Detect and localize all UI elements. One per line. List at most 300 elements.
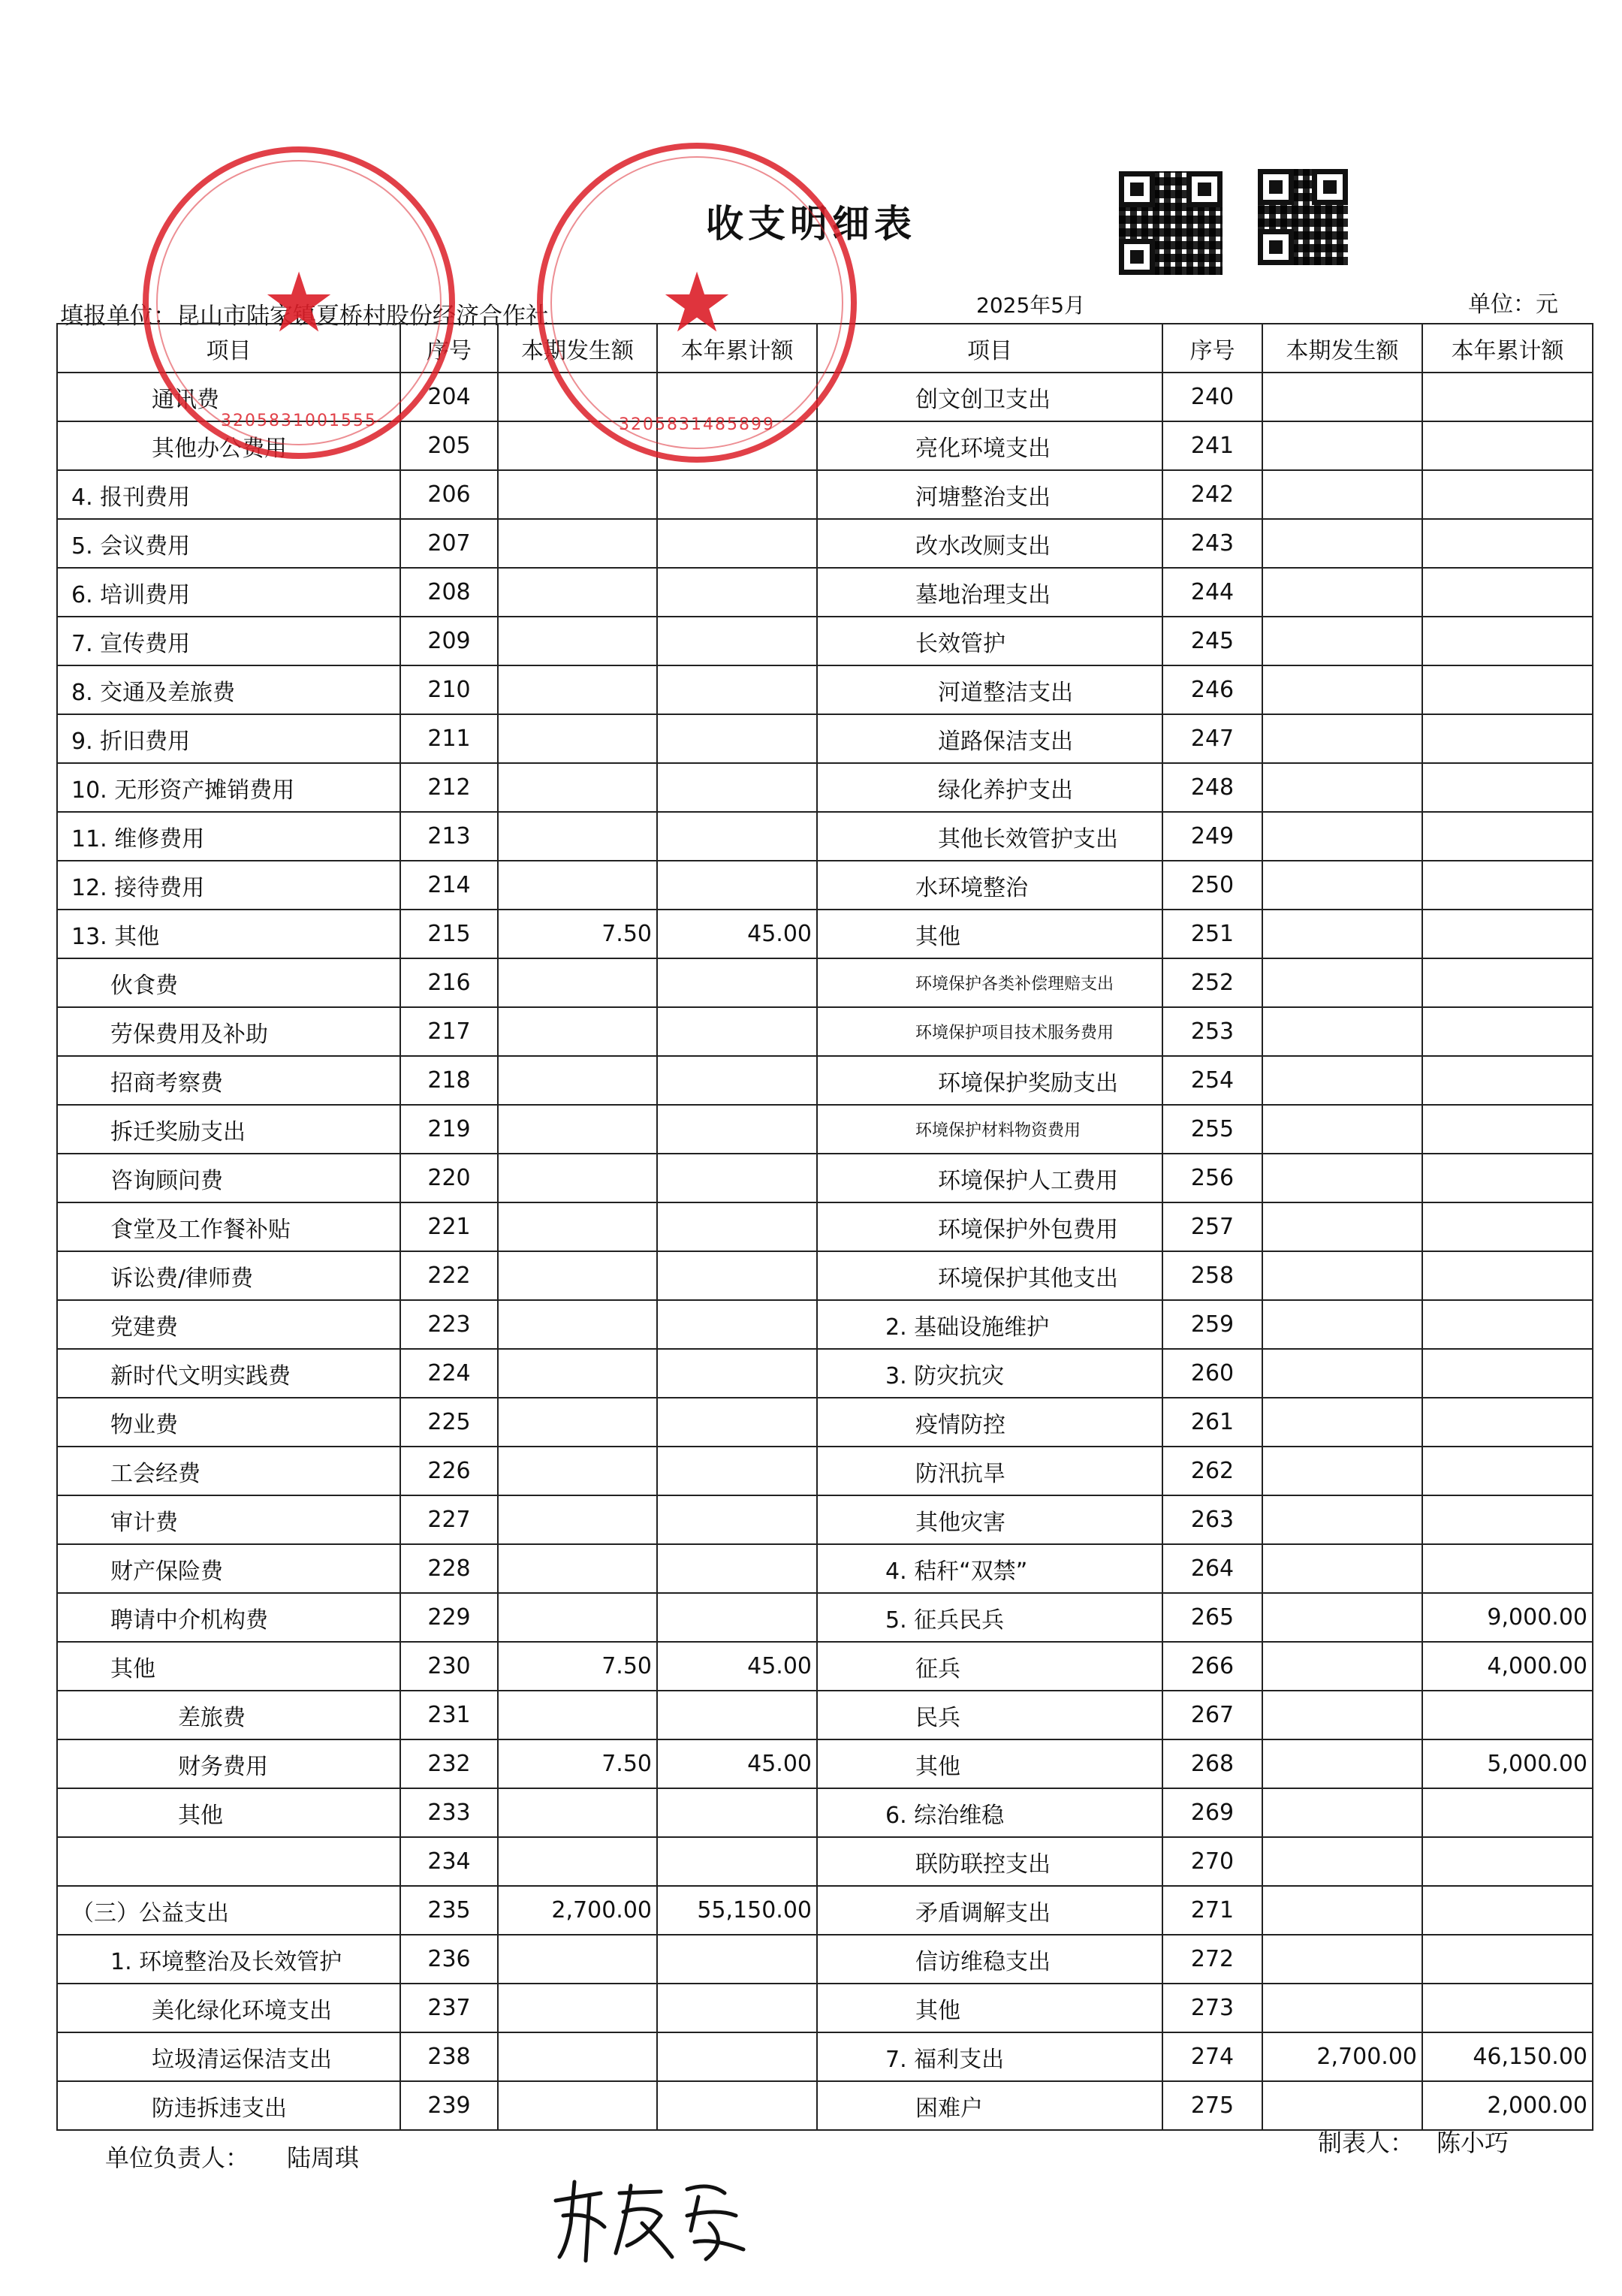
left-seq-cell: 212: [400, 763, 498, 812]
table-row: [57, 470, 1593, 519]
right-item-cell: 5. 征兵民兵: [817, 1593, 1162, 1642]
right-current-amount-cell: [1262, 1544, 1422, 1593]
left-item-cell: 差旅费: [57, 1691, 400, 1739]
left-seq-cell: 205: [400, 421, 498, 470]
right-item-cell: 亮化环境支出: [817, 421, 1162, 470]
right-seq-cell: 249: [1162, 812, 1262, 861]
right-item-cell: 民兵: [817, 1691, 1162, 1739]
right-ytd-amount-cell: [1422, 1886, 1593, 1935]
table-row: [57, 1007, 1593, 1056]
qr-code-1: [1119, 171, 1223, 275]
table-row: [57, 763, 1593, 812]
right-seq-cell: 257: [1162, 1202, 1262, 1251]
left-ytd-amount-cell: [657, 2081, 817, 2130]
left-ytd-amount-cell: [657, 1447, 817, 1495]
right-seq-cell: 243: [1162, 519, 1262, 568]
left-ytd-amount-cell: [657, 958, 817, 1007]
right-current-amount-cell: [1262, 1886, 1422, 1935]
left-current-amount-cell: [498, 2032, 657, 2081]
table-row: [57, 1935, 1593, 1984]
right-seq-cell: 251: [1162, 910, 1262, 958]
right-current-amount-cell: [1262, 714, 1422, 763]
right-current-amount-cell: [1262, 1056, 1422, 1105]
right-current-amount-cell: [1262, 421, 1422, 470]
right-item-cell: 环境保护人工费用: [817, 1154, 1162, 1202]
right-seq-cell: 261: [1162, 1398, 1262, 1447]
table-row: [57, 1788, 1593, 1837]
right-item-cell: 环境保护奖励支出: [817, 1056, 1162, 1105]
left-current-amount-cell: [498, 1691, 657, 1739]
right-item-cell: 其他长效管护支出: [817, 812, 1162, 861]
left-seq-cell: 221: [400, 1202, 498, 1251]
table-row: [57, 958, 1593, 1007]
left-ytd-amount-cell: [657, 1593, 817, 1642]
left-item-cell: 美化绿化环境支出: [57, 1984, 400, 2032]
right-ytd-amount-cell: [1422, 1837, 1593, 1886]
table-row: [57, 1154, 1593, 1202]
right-ytd-amount-cell: [1422, 470, 1593, 519]
left-item-cell: 招商考察费: [57, 1056, 400, 1105]
right-item-cell: 道路保洁支出: [817, 714, 1162, 763]
left-ytd-amount-cell: [657, 1544, 817, 1593]
left-seq-cell: 215: [400, 910, 498, 958]
left-current-amount-cell: 7.50: [498, 1642, 657, 1691]
left-current-amount-cell: [498, 665, 657, 714]
reporting-unit: 填报单位：昆山市陆家镇夏桥村股份经济合作社: [60, 303, 549, 330]
left-current-amount-cell: [498, 1202, 657, 1251]
left-seq-cell: 204: [400, 373, 498, 421]
right-ytd-amount-cell: [1422, 373, 1593, 421]
seal-code-2: 3205831485899: [619, 415, 775, 434]
left-ytd-amount-cell: [657, 1202, 817, 1251]
right-item-cell: 联防联控支出: [817, 1837, 1162, 1886]
left-item-cell: 8. 交通及差旅费: [57, 665, 400, 714]
header-seq-left: 序号: [400, 324, 498, 373]
left-current-amount-cell: [498, 763, 657, 812]
left-item-cell: 物业费: [57, 1398, 400, 1447]
right-ytd-amount-cell: [1422, 1691, 1593, 1739]
left-current-amount-cell: [498, 1300, 657, 1349]
table-row: [57, 1544, 1593, 1593]
left-ytd-amount-cell: 55,150.00: [657, 1886, 817, 1935]
right-ytd-amount-cell: [1422, 1300, 1593, 1349]
right-ytd-amount-cell: [1422, 1154, 1593, 1202]
left-item-cell: 通讯费: [57, 373, 400, 421]
left-item-cell: 垃圾清运保洁支出: [57, 2032, 400, 2081]
left-seq-cell: 217: [400, 1007, 498, 1056]
left-seq-cell: 211: [400, 714, 498, 763]
left-item-cell: 防违拆违支出: [57, 2081, 400, 2130]
right-item-cell: 疫情防控: [817, 1398, 1162, 1447]
left-current-amount-cell: 7.50: [498, 910, 657, 958]
right-current-amount-cell: [1262, 1984, 1422, 2032]
right-ytd-amount-cell: [1422, 568, 1593, 617]
table-row: [57, 714, 1593, 763]
left-current-amount-cell: [498, 1007, 657, 1056]
left-ytd-amount-cell: [657, 1007, 817, 1056]
left-current-amount-cell: [498, 2081, 657, 2130]
left-item-cell: 拆迁奖励支出: [57, 1105, 400, 1154]
right-item-cell: 绿化养护支出: [817, 763, 1162, 812]
right-item-cell: 困难户: [817, 2081, 1162, 2130]
right-ytd-amount-cell: 9,000.00: [1422, 1593, 1593, 1642]
seal-code-1: 3205831001555: [221, 412, 377, 430]
right-seq-cell: 256: [1162, 1154, 1262, 1202]
left-seq-cell: 234: [400, 1837, 498, 1886]
right-ytd-amount-cell: 46,150.00: [1422, 2032, 1593, 2081]
left-seq-cell: 239: [400, 2081, 498, 2130]
header-item-right: 项目: [817, 324, 1162, 373]
right-seq-cell: 240: [1162, 373, 1262, 421]
right-ytd-amount-cell: [1422, 1935, 1593, 1984]
left-item-cell: 4. 报刊费用: [57, 470, 400, 519]
table-row: [57, 1202, 1593, 1251]
right-current-amount-cell: [1262, 1739, 1422, 1788]
right-item-cell: 墓地治理支出: [817, 568, 1162, 617]
right-current-amount-cell: [1262, 2081, 1422, 2130]
left-seq-cell: 231: [400, 1691, 498, 1739]
right-item-cell: 信访维稳支出: [817, 1935, 1162, 1984]
right-item-cell: 其他灾害: [817, 1495, 1162, 1544]
right-item-cell: 水环境整治: [817, 861, 1162, 910]
left-item-cell: 9. 折旧费用: [57, 714, 400, 763]
left-seq-cell: 225: [400, 1398, 498, 1447]
left-ytd-amount-cell: [657, 2032, 817, 2081]
left-current-amount-cell: [498, 617, 657, 665]
table-row: [57, 617, 1593, 665]
left-current-amount-cell: [498, 519, 657, 568]
right-current-amount-cell: [1262, 665, 1422, 714]
header-ytd-left: 本年累计额: [657, 324, 817, 373]
right-seq-cell: 264: [1162, 1544, 1262, 1593]
left-item-cell: 财务费用: [57, 1739, 400, 1788]
right-ytd-amount-cell: [1422, 714, 1593, 763]
right-seq-cell: 244: [1162, 568, 1262, 617]
table-row: [57, 1837, 1593, 1886]
right-ytd-amount-cell: [1422, 958, 1593, 1007]
right-current-amount-cell: [1262, 1300, 1422, 1349]
table-row: [57, 2032, 1593, 2081]
right-current-amount-cell: [1262, 568, 1422, 617]
left-seq-cell: 208: [400, 568, 498, 617]
left-current-amount-cell: [498, 1398, 657, 1447]
right-seq-cell: 259: [1162, 1300, 1262, 1349]
right-ytd-amount-cell: [1422, 1984, 1593, 2032]
left-seq-cell: 237: [400, 1984, 498, 2032]
right-seq-cell: 245: [1162, 617, 1262, 665]
right-ytd-amount-cell: [1422, 665, 1593, 714]
left-ytd-amount-cell: [657, 1251, 817, 1300]
right-seq-cell: 271: [1162, 1886, 1262, 1935]
left-item-cell: 劳保费用及补助: [57, 1007, 400, 1056]
left-seq-cell: 209: [400, 617, 498, 665]
left-ytd-amount-cell: [657, 1837, 817, 1886]
right-item-cell: 矛盾调解支出: [817, 1886, 1162, 1935]
right-current-amount-cell: [1262, 1691, 1422, 1739]
right-current-amount-cell: [1262, 910, 1422, 958]
right-ytd-amount-cell: [1422, 910, 1593, 958]
right-ytd-amount-cell: 4,000.00: [1422, 1642, 1593, 1691]
left-ytd-amount-cell: [657, 1349, 817, 1398]
right-item-cell: 4. 秸秆“双禁”: [817, 1544, 1162, 1593]
right-seq-cell: 248: [1162, 763, 1262, 812]
right-current-amount-cell: [1262, 373, 1422, 421]
right-item-cell: 防汛抗旱: [817, 1447, 1162, 1495]
left-current-amount-cell: [498, 1935, 657, 1984]
right-ytd-amount-cell: [1422, 1007, 1593, 1056]
right-ytd-amount-cell: [1422, 1495, 1593, 1544]
income-expense-table: [56, 323, 1593, 2131]
right-item-cell: 河塘整治支出: [817, 470, 1162, 519]
left-current-amount-cell: [498, 1788, 657, 1837]
left-seq-cell: 235: [400, 1886, 498, 1935]
left-item-cell: [57, 1837, 400, 1886]
leader-name: 陆周琪: [287, 2144, 360, 2172]
left-item-cell: 审计费: [57, 1495, 400, 1544]
left-ytd-amount-cell: 45.00: [657, 1642, 817, 1691]
right-ytd-amount-cell: 2,000.00: [1422, 2081, 1593, 2130]
right-ytd-amount-cell: [1422, 421, 1593, 470]
left-ytd-amount-cell: [657, 519, 817, 568]
left-item-cell: 其他: [57, 1642, 400, 1691]
right-seq-cell: 268: [1162, 1739, 1262, 1788]
left-ytd-amount-cell: [657, 763, 817, 812]
table-row: [57, 1398, 1593, 1447]
left-seq-cell: 219: [400, 1105, 498, 1154]
table-row: [57, 910, 1593, 958]
left-ytd-amount-cell: [657, 812, 817, 861]
left-item-cell: 13. 其他: [57, 910, 400, 958]
table-row: [57, 1886, 1593, 1935]
right-seq-cell: 242: [1162, 470, 1262, 519]
left-current-amount-cell: [498, 1154, 657, 1202]
left-ytd-amount-cell: [657, 1495, 817, 1544]
left-ytd-amount-cell: [657, 1788, 817, 1837]
left-seq-cell: 232: [400, 1739, 498, 1788]
currency-unit: 单位：元: [1468, 291, 1558, 318]
table-row: [57, 1593, 1593, 1642]
right-seq-cell: 265: [1162, 1593, 1262, 1642]
right-seq-cell: 252: [1162, 958, 1262, 1007]
right-seq-cell: 258: [1162, 1251, 1262, 1300]
left-current-amount-cell: 2,700.00: [498, 1886, 657, 1935]
table-row: [57, 519, 1593, 568]
maker-name: 陈小巧: [1437, 2129, 1509, 2157]
right-ytd-amount-cell: [1422, 1202, 1593, 1251]
right-ytd-amount-cell: [1422, 617, 1593, 665]
maker-label: 制表人：: [1318, 2129, 1415, 2157]
right-ytd-amount-cell: [1422, 1398, 1593, 1447]
left-ytd-amount-cell: [657, 1398, 817, 1447]
right-seq-cell: 255: [1162, 1105, 1262, 1154]
left-item-cell: 聘请中介机构费: [57, 1593, 400, 1642]
right-current-amount-cell: [1262, 519, 1422, 568]
left-ytd-amount-cell: 45.00: [657, 910, 817, 958]
right-seq-cell: 269: [1162, 1788, 1262, 1837]
right-seq-cell: 275: [1162, 2081, 1262, 2130]
right-current-amount-cell: [1262, 1007, 1422, 1056]
right-seq-cell: 250: [1162, 861, 1262, 910]
left-current-amount-cell: [498, 958, 657, 1007]
right-current-amount-cell: [1262, 1105, 1422, 1154]
right-item-cell: 环境保护材料物资费用: [817, 1105, 1162, 1154]
left-seq-cell: 227: [400, 1495, 498, 1544]
right-current-amount-cell: [1262, 1251, 1422, 1300]
right-item-cell: 6. 综治维稳: [817, 1788, 1162, 1837]
left-item-cell: 12. 接待费用: [57, 861, 400, 910]
right-ytd-amount-cell: [1422, 1544, 1593, 1593]
right-ytd-amount-cell: [1422, 1349, 1593, 1398]
right-seq-cell: 247: [1162, 714, 1262, 763]
right-current-amount-cell: [1262, 1642, 1422, 1691]
left-item-cell: 伙食费: [57, 958, 400, 1007]
table-row: [57, 1251, 1593, 1300]
header-current-left: 本期发生额: [498, 324, 657, 373]
left-item-cell: 其他: [57, 1788, 400, 1837]
left-seq-cell: 238: [400, 2032, 498, 2081]
left-item-cell: 食堂及工作餐补贴: [57, 1202, 400, 1251]
right-current-amount-cell: [1262, 1495, 1422, 1544]
right-item-cell: 长效管护: [817, 617, 1162, 665]
left-ytd-amount-cell: [657, 1691, 817, 1739]
table-row: [57, 861, 1593, 910]
right-current-amount-cell: 2,700.00: [1262, 2032, 1422, 2081]
table-row: [57, 1495, 1593, 1544]
right-seq-cell: 246: [1162, 665, 1262, 714]
right-item-cell: 3. 防灾抗灾: [817, 1349, 1162, 1398]
right-item-cell: 河道整洁支出: [817, 665, 1162, 714]
right-current-amount-cell: [1262, 861, 1422, 910]
table-row: [57, 665, 1593, 714]
right-item-cell: 环境保护其他支出: [817, 1251, 1162, 1300]
left-item-cell: 7. 宣传费用: [57, 617, 400, 665]
left-item-cell: 诉讼费/律师费: [57, 1251, 400, 1300]
left-ytd-amount-cell: [657, 1105, 817, 1154]
table-row: [57, 1056, 1593, 1105]
left-current-amount-cell: [498, 1984, 657, 2032]
left-seq-cell: 223: [400, 1300, 498, 1349]
left-seq-cell: 207: [400, 519, 498, 568]
right-ytd-amount-cell: [1422, 861, 1593, 910]
left-ytd-amount-cell: [657, 1935, 817, 1984]
left-seq-cell: 210: [400, 665, 498, 714]
table-row: [57, 568, 1593, 617]
left-item-cell: 10. 无形资产摊销费用: [57, 763, 400, 812]
right-seq-cell: 274: [1162, 2032, 1262, 2081]
right-ytd-amount-cell: [1422, 1056, 1593, 1105]
left-current-amount-cell: [498, 1447, 657, 1495]
left-item-cell: 新时代文明实践费: [57, 1349, 400, 1398]
table-row: [57, 1739, 1593, 1788]
left-seq-cell: 236: [400, 1935, 498, 1984]
left-seq-cell: 224: [400, 1349, 498, 1398]
left-ytd-amount-cell: [657, 1300, 817, 1349]
left-item-cell: 6. 培训费用: [57, 568, 400, 617]
right-seq-cell: 263: [1162, 1495, 1262, 1544]
handwritten-signature: [548, 2171, 758, 2268]
right-ytd-amount-cell: 5,000.00: [1422, 1739, 1593, 1788]
right-current-amount-cell: [1262, 1788, 1422, 1837]
left-seq-cell: 206: [400, 470, 498, 519]
left-item-cell: 1. 环境整治及长效管护: [57, 1935, 400, 1984]
left-current-amount-cell: [498, 714, 657, 763]
right-current-amount-cell: [1262, 1593, 1422, 1642]
right-current-amount-cell: [1262, 1837, 1422, 1886]
right-seq-cell: 253: [1162, 1007, 1262, 1056]
left-current-amount-cell: [498, 1105, 657, 1154]
right-current-amount-cell: [1262, 1154, 1422, 1202]
right-seq-cell: 262: [1162, 1447, 1262, 1495]
right-item-cell: 7. 福利支出: [817, 2032, 1162, 2081]
right-seq-cell: 241: [1162, 421, 1262, 470]
seal-community: ★ 3205831485899: [537, 143, 857, 463]
left-current-amount-cell: [498, 1056, 657, 1105]
left-item-cell: 财产保险费: [57, 1544, 400, 1593]
left-current-amount-cell: [498, 1837, 657, 1886]
right-seq-cell: 272: [1162, 1935, 1262, 1984]
left-current-amount-cell: [498, 470, 657, 519]
right-item-cell: 环境保护外包费用: [817, 1202, 1162, 1251]
left-item-cell: 5. 会议费用: [57, 519, 400, 568]
left-seq-cell: 220: [400, 1154, 498, 1202]
left-seq-cell: 218: [400, 1056, 498, 1105]
right-current-amount-cell: [1262, 1398, 1422, 1447]
right-current-amount-cell: [1262, 1202, 1422, 1251]
header-current-right: 本期发生额: [1262, 324, 1422, 373]
left-ytd-amount-cell: [657, 1984, 817, 2032]
right-item-cell: 环境保护各类补偿理赔支出: [817, 958, 1162, 1007]
left-current-amount-cell: [498, 1349, 657, 1398]
right-item-cell: 2. 基础设施维护: [817, 1300, 1162, 1349]
right-current-amount-cell: [1262, 812, 1422, 861]
left-seq-cell: 233: [400, 1788, 498, 1837]
left-seq-cell: 228: [400, 1544, 498, 1593]
left-seq-cell: 214: [400, 861, 498, 910]
left-seq-cell: 222: [400, 1251, 498, 1300]
table-row: [57, 1447, 1593, 1495]
left-item-cell: 11. 维修费用: [57, 812, 400, 861]
table-row: [57, 1105, 1593, 1154]
right-ytd-amount-cell: [1422, 1447, 1593, 1495]
right-ytd-amount-cell: [1422, 1105, 1593, 1154]
footer-maker: [1318, 2124, 1509, 2159]
right-item-cell: 环境保护项目技术服务费用: [817, 1007, 1162, 1056]
left-current-amount-cell: [498, 1495, 657, 1544]
right-current-amount-cell: [1262, 1447, 1422, 1495]
table-row: [57, 1349, 1593, 1398]
header-seq-right: 序号: [1162, 324, 1262, 373]
left-ytd-amount-cell: 45.00: [657, 1739, 817, 1788]
left-item-cell: 工会经费: [57, 1447, 400, 1495]
left-ytd-amount-cell: [657, 665, 817, 714]
table-row: [57, 1300, 1593, 1349]
right-item-cell: 其他: [817, 910, 1162, 958]
footer-leader: [105, 2139, 359, 2174]
leader-label: 单位负责人：: [105, 2144, 250, 2172]
left-seq-cell: 226: [400, 1447, 498, 1495]
table-row: [57, 812, 1593, 861]
left-item-cell: （三）公益支出: [57, 1886, 400, 1935]
left-ytd-amount-cell: [657, 861, 817, 910]
left-seq-cell: 229: [400, 1593, 498, 1642]
header-item-left: 项目: [57, 324, 400, 373]
right-seq-cell: 273: [1162, 1984, 1262, 2032]
right-current-amount-cell: [1262, 763, 1422, 812]
left-ytd-amount-cell: [657, 470, 817, 519]
right-current-amount-cell: [1262, 617, 1422, 665]
left-current-amount-cell: [498, 1593, 657, 1642]
right-ytd-amount-cell: [1422, 1251, 1593, 1300]
